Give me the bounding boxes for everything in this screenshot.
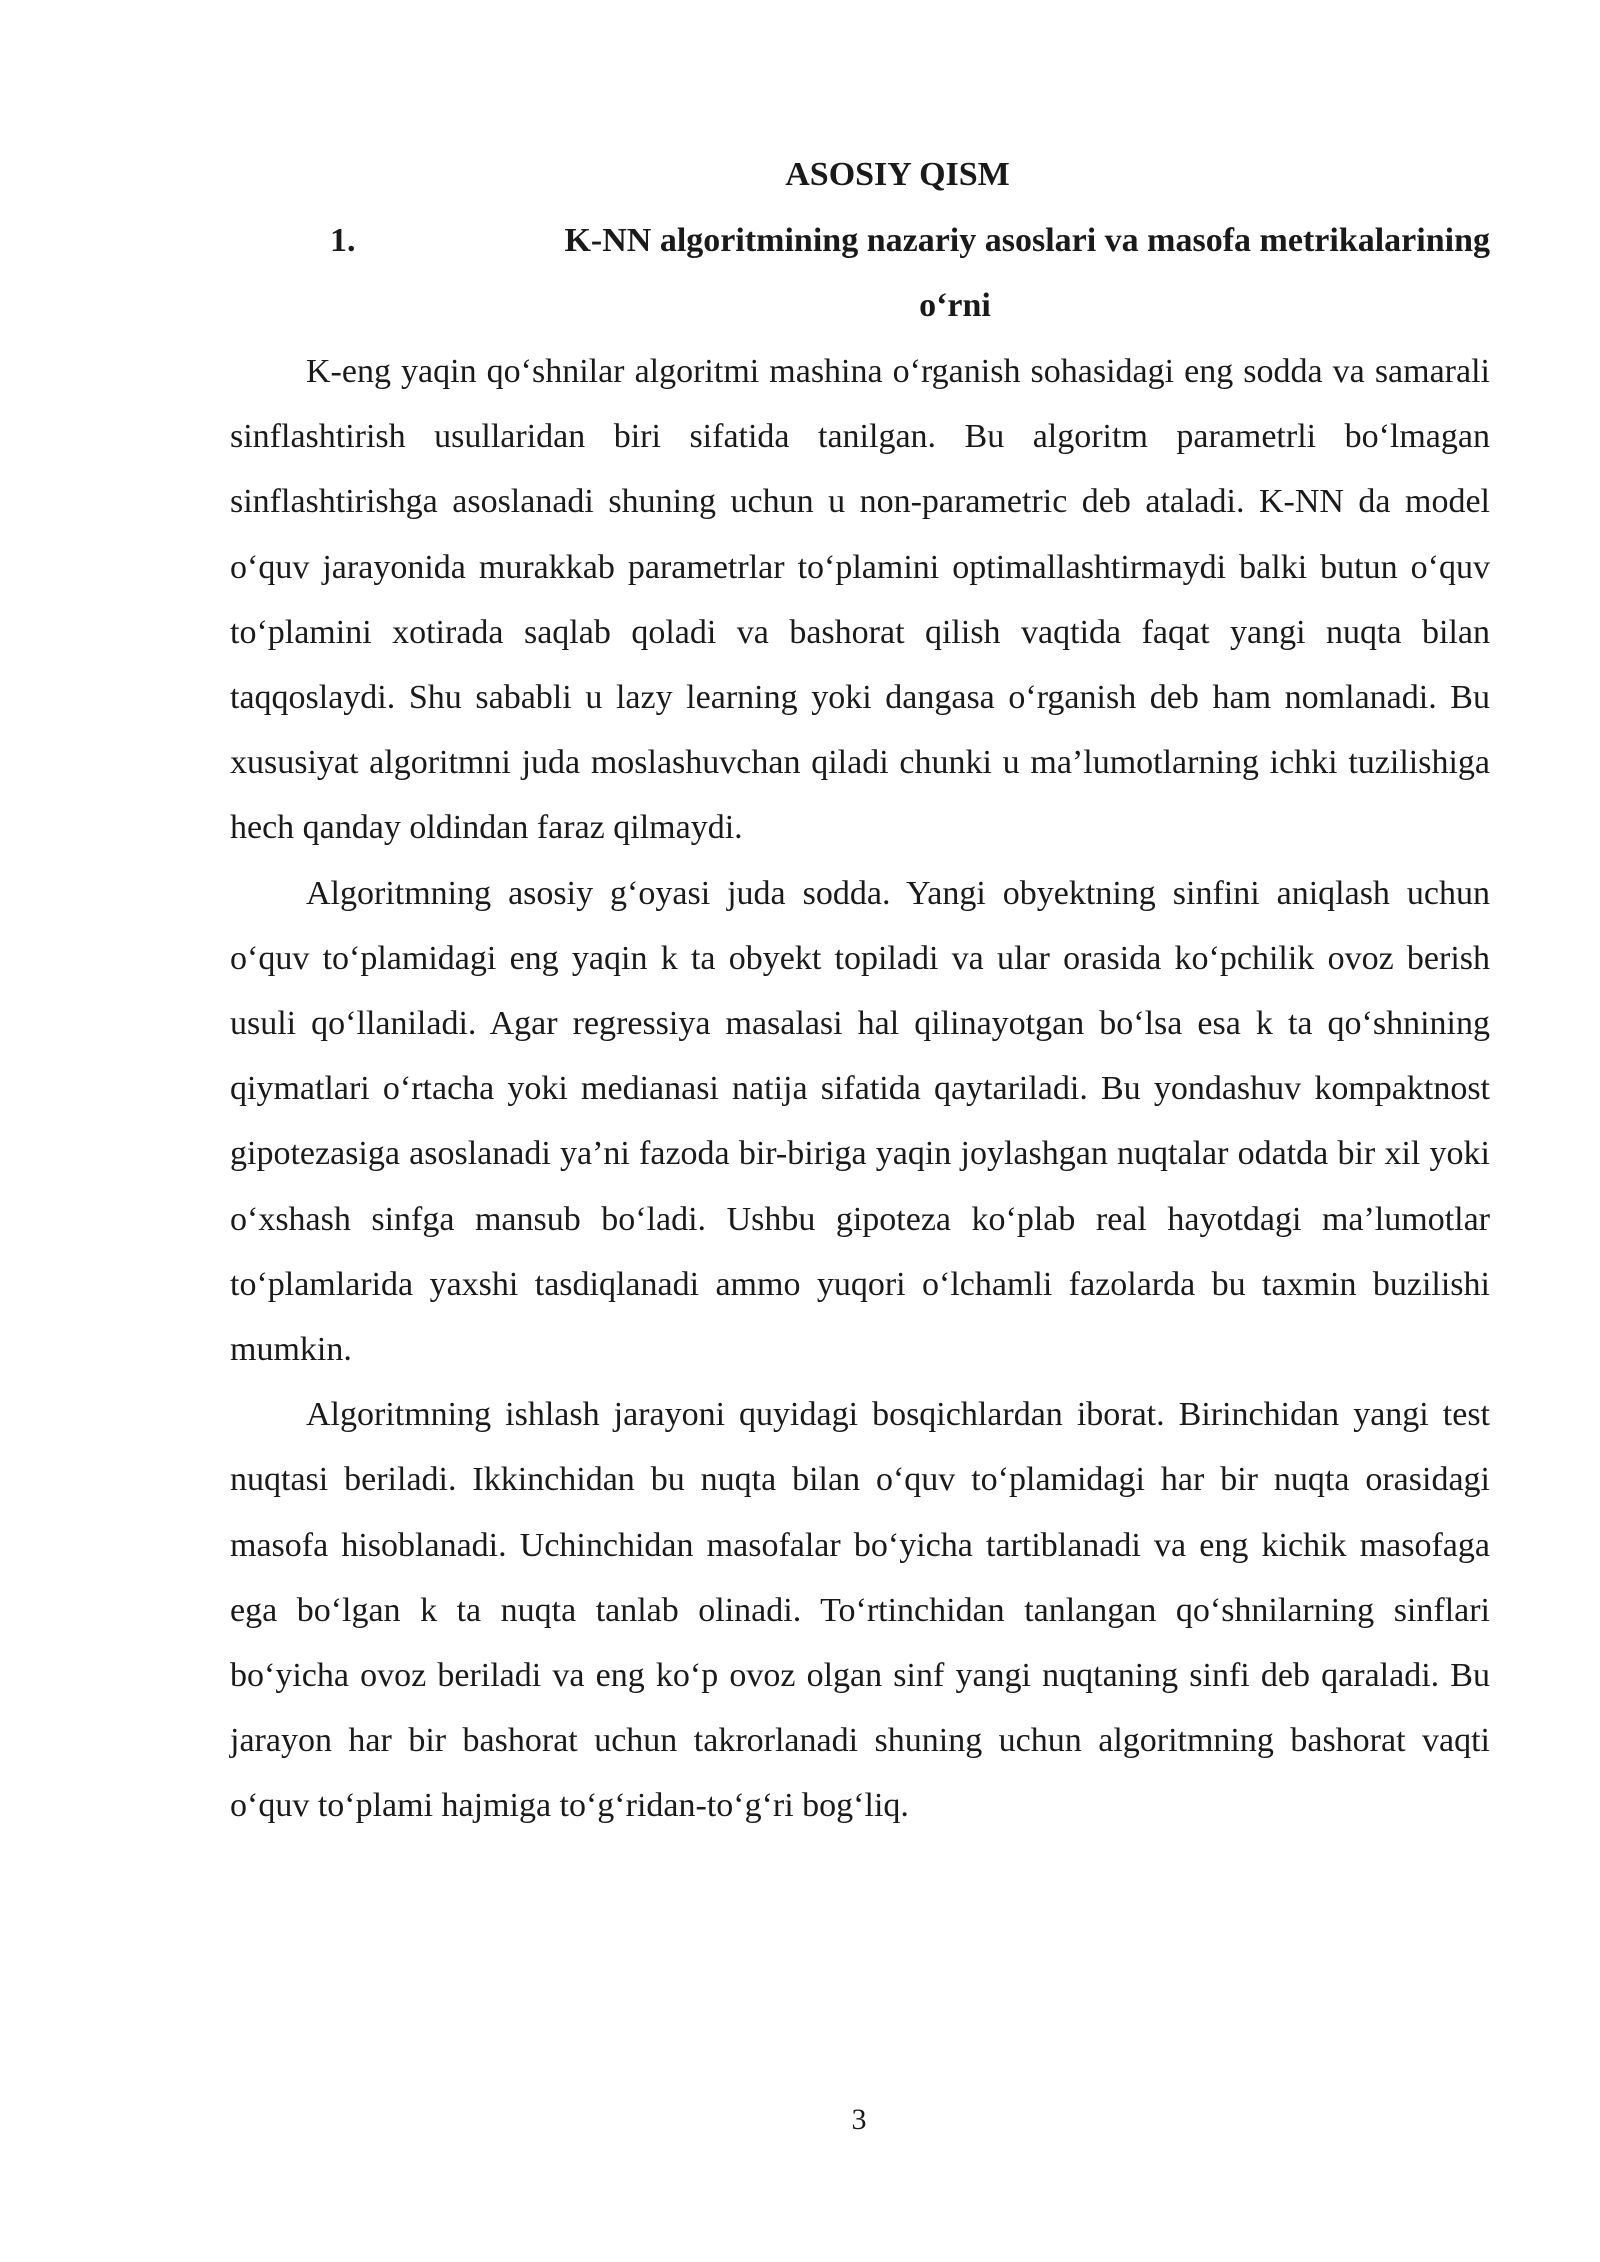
chapter-heading xyxy=(230,208,1490,338)
chapter-title-line-2: o‘rni xyxy=(919,287,991,324)
section-title: ASOSIY QISM xyxy=(785,156,1010,193)
body-text xyxy=(230,339,1490,1839)
paragraph: Algoritmning asosiy g‘oyasi juda sodda. Yangi obyektning sinfini aniqlash uchun o‘quv to‘plamidagi eng yaqin k ta obyekt topiladi va ular orasida ko‘pchilik ovoz berish usuli qo‘llaniladi. Agar regressiya masalasi hal qilinayotgan bo‘lsa esa k ta qo‘shnining qiymatlari o‘rtacha yoki medianasi natija sifatida qaytariladi. Bu yondashuv kompaktnost gipotezasiga asoslanadi ya’ni fazoda bir-biriga yaqin joylashgan nuqtalar odatda bir xil yoki o‘xshash sinfga mansub bo‘ladi. Ushbu gipoteza ko‘plab real hayotdagi ma’lumotlar to‘plamlarida yaxshi tasdiqlanadi ammo yuqori o‘lchamli fazolarda bu taxmin buzilishi mumkin. xyxy=(230,874,1490,1369)
chapter-number: 1. xyxy=(330,222,356,259)
paragraph: Algoritmning ishlash jarayoni quyidagi bosqichlardan iborat. Birinchidan yangi test nuqtasi beriladi. Ikkinchidan bu nuqta bilan o‘quv to‘plamidagi har bir nuqta orasidagi masofa hisoblanadi. Uchinchidan masofalar bo‘yicha tartiblanadi va eng kichik masofaga ega bo‘lgan k ta nuqta tanlab olinadi. To‘rtinchidan tanlangan qo‘shnilarning sinflari bo‘yicha ovoz beriladi va eng ko‘p ovoz olgan sinf yangi nuqtaning sinfi deb qaraladi. Bu jarayon har bir bashorat uchun takrorlanadi shuning uchun algoritmning bashorat vaqti o‘quv to‘plami hajmiga to‘g‘ridan-to‘g‘ri bog‘liq. xyxy=(230,1396,1490,1825)
chapter-title-line-1: K-NN algoritmining nazariy asoslari va masofa metrikalarining xyxy=(564,222,1490,259)
paragraph: K-eng yaqin qo‘shnilar algoritmi mashina o‘rganish sohasidagi eng sodda va samarali sinflashtirish usullaridan biri sifatida tanilgan. Bu algoritm parametrli bo‘lmagan sinflashtirishga asoslanadi shuning uchun u non-parametric deb ataladi. K-NN da model o‘quv jarayonida murakkab parametrlar to‘plamini optimallashtirmaydi balki butun o‘quv to‘plamini xotirada saqlab qoladi va bashorat qilish vaqtida faqat yangi nuqta bilan taqqoslaydi. Shu sababli u lazy learning yoki dangasa o‘rganish deb ham nomlanadi. Bu xususiyat algoritmni juda moslashuvchan qiladi chunki u ma’lumotlarning ichki tuzilishiga hech qanday oldindan faraz qilmaydi. xyxy=(230,353,1490,847)
page-number: 3 xyxy=(851,2103,867,2136)
chapter-heading-line-1 xyxy=(230,208,1490,273)
